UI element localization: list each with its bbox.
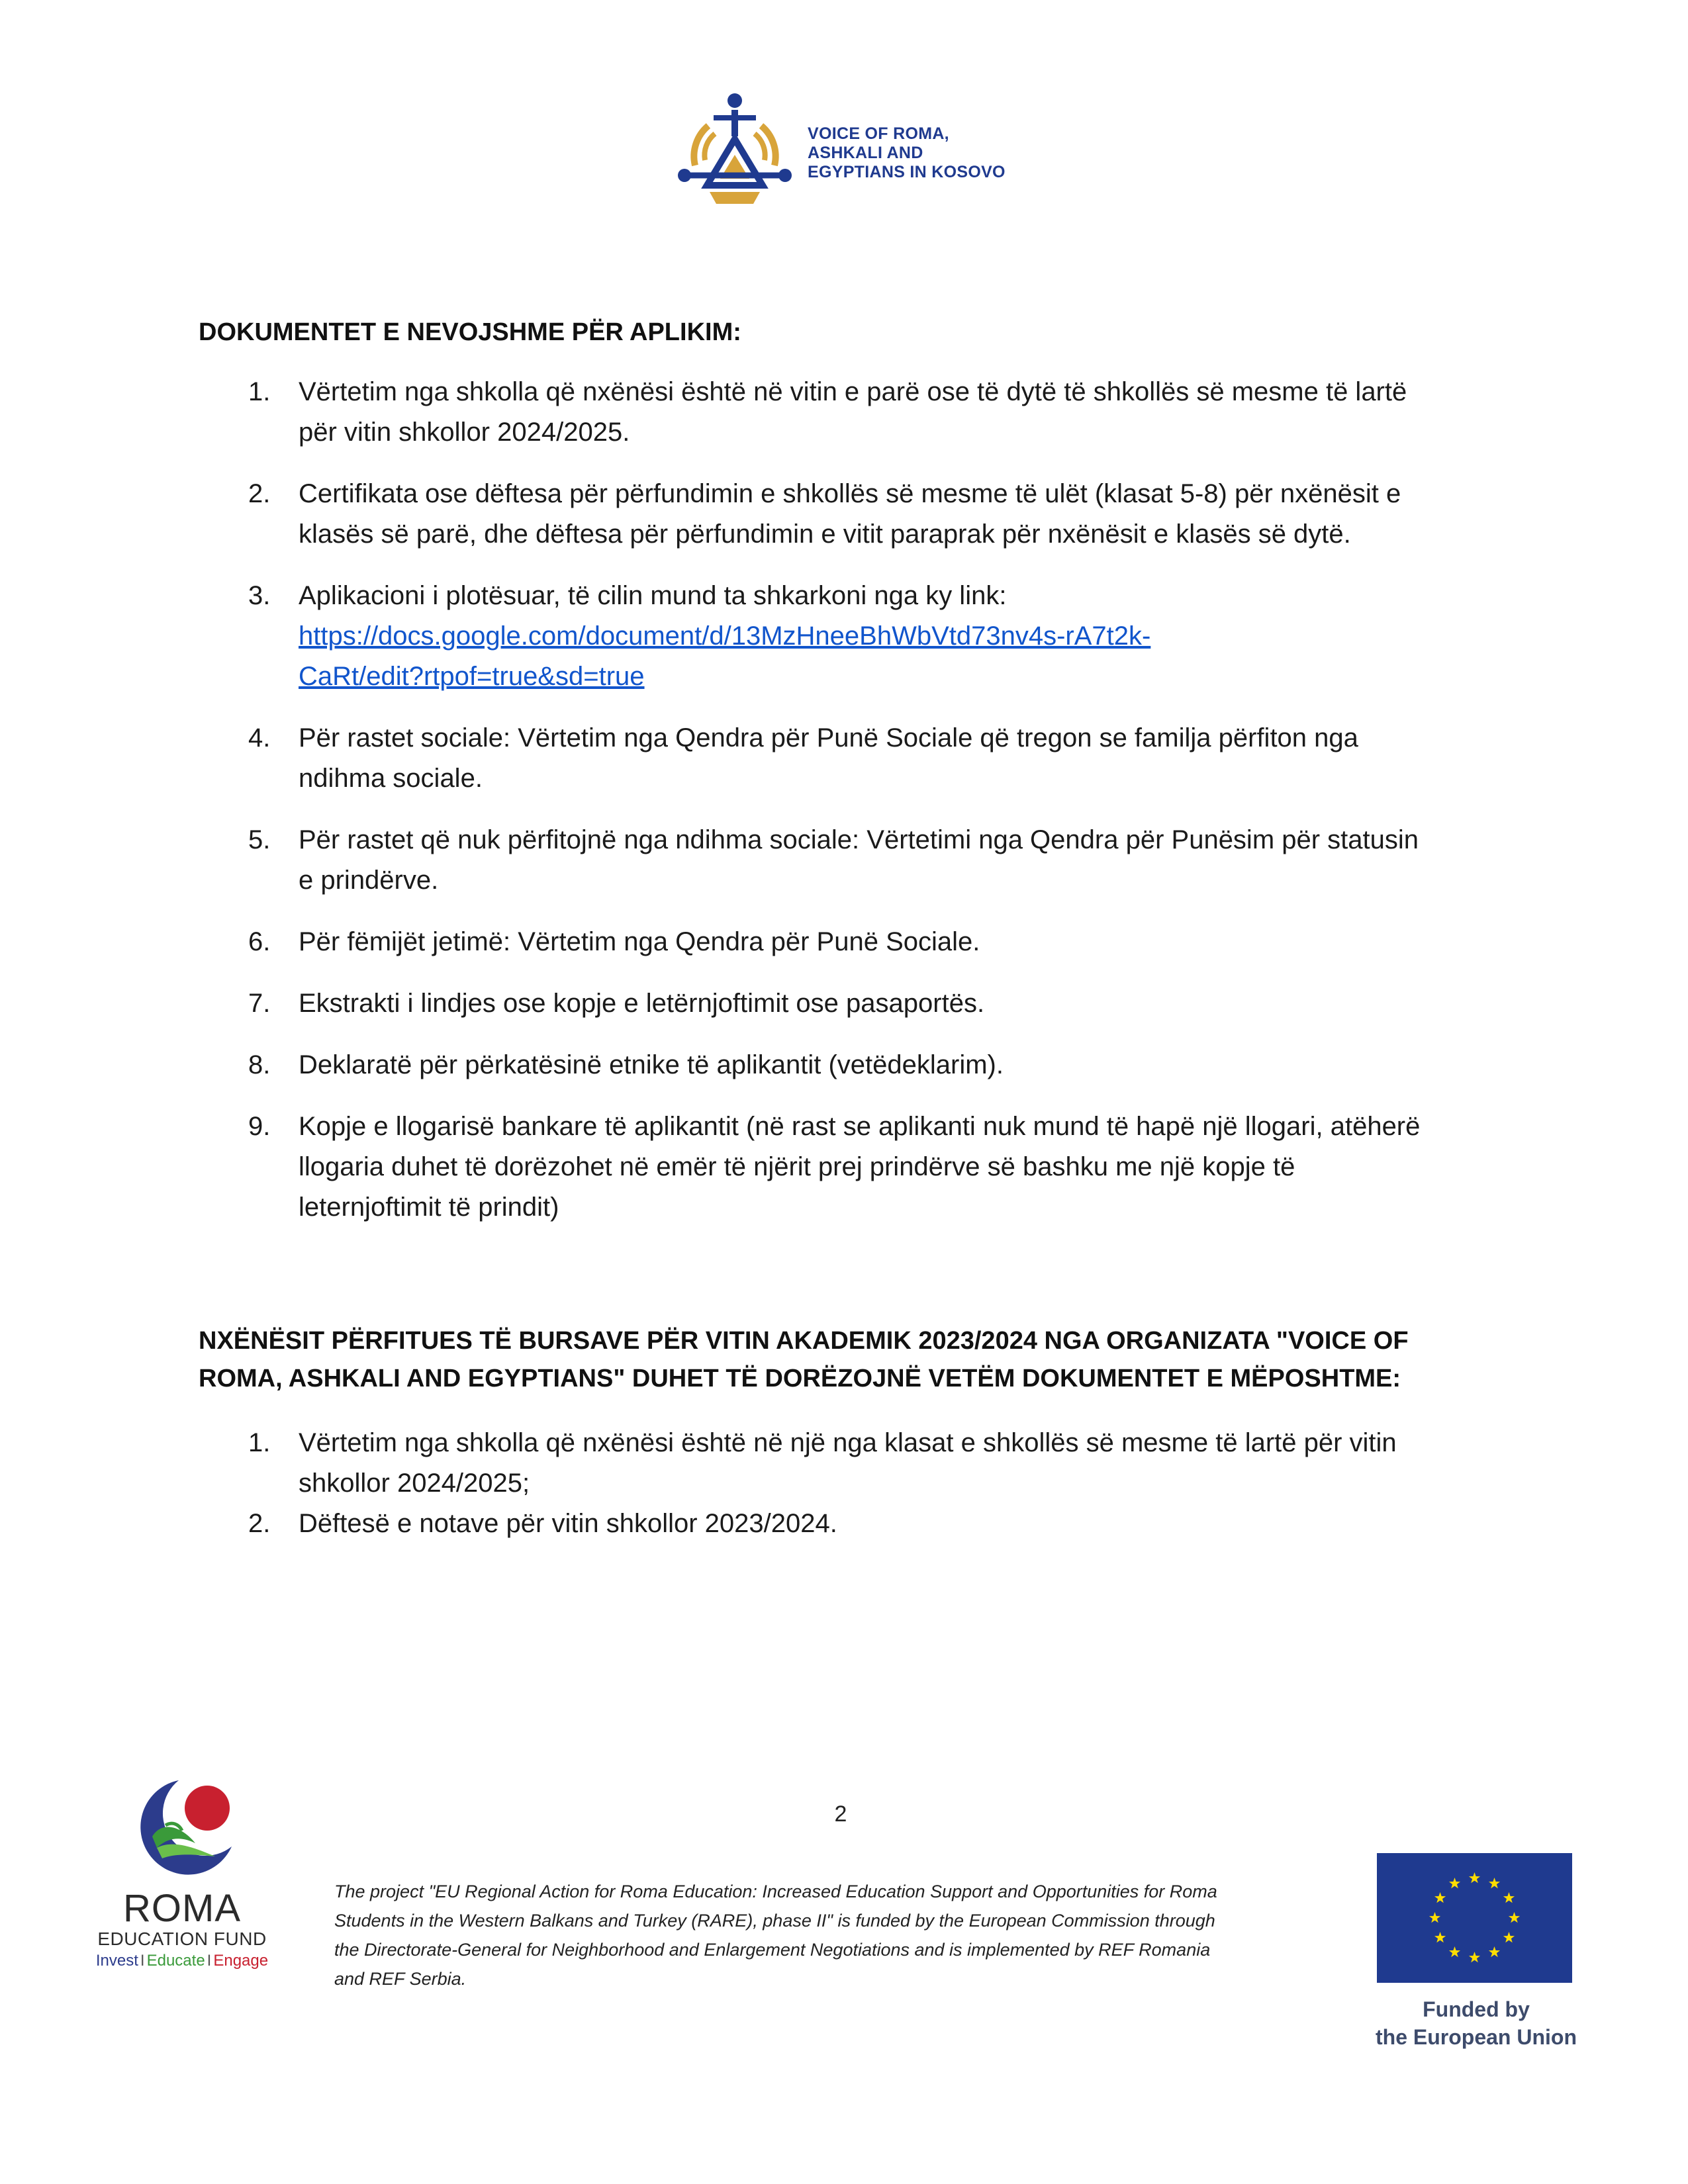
list-item-line: Kopje e llogarisë bankare të aplikantit (në rast se aplikanti nuk mund të hapë një llogari, atëherë — [299, 1112, 1421, 1141]
ref-tag-educate: Educate — [146, 1952, 205, 1970]
list-item-line: shkollor 2024/2025; — [299, 1469, 530, 1498]
footer-disclaimer — [334, 1877, 1327, 1993]
page-number: 2 — [834, 1801, 847, 1827]
eu-flag-icon — [1377, 1853, 1572, 1983]
ref-logo-name: ROMA — [123, 1887, 241, 1930]
eu-funded-line: Funded by — [1423, 1997, 1530, 2021]
section-heading-required-documents: DOKUMENTET E NEVOJSHME PËR APLIKIM: — [199, 318, 741, 346]
ref-logo-subtitle: EDUCATION FUND — [97, 1929, 267, 1949]
list-item-line: e prindërve. — [299, 866, 439, 895]
list-item — [199, 372, 1496, 453]
ref-emblem-icon — [116, 1774, 248, 1886]
ref-tag-engage: Engage — [213, 1952, 269, 1970]
disclaimer-line: The project "EU Regional Action for Roma Education: Increased Education Support and Opportunities for Roma — [334, 1882, 1217, 1901]
eu-funded-label — [1344, 1995, 1609, 2051]
application-form-link[interactable]: https://docs.google.com/document/d/13MzHneeBhWbVtd73nv4s-rA7t2k- — [299, 621, 1151, 651]
org-logo-line: VOICE OF ROMA, — [808, 124, 949, 143]
list-item-number: 1. — [248, 377, 271, 406]
disclaimer-line: Students in the Western Balkans and Turkey (RARE), phase II" is funded by the European Commission through — [334, 1911, 1215, 1931]
ref-logo-tagline — [86, 1951, 278, 1971]
list-item — [199, 1504, 1496, 1544]
org-logo-text — [808, 124, 1006, 182]
list-item-number: 1. — [248, 1428, 271, 1457]
disclaimer-line: and REF Serbia. — [334, 1969, 467, 1989]
list-item-number: 9. — [248, 1112, 271, 1141]
list-item-number: 6. — [248, 927, 271, 956]
list-item — [199, 1423, 1496, 1504]
list-item-line: Për rastet që nuk përfitojnë nga ndihma sociale: Vërtetimi nga Qendra për Punësim për statusin — [299, 825, 1419, 854]
section-heading-line: ROMA, ASHKALI AND EGYPTIANS" DUHET TË DORËZOJNË VETËM DOKUMENTET E MËPOSHTME: — [199, 1365, 1401, 1392]
list-item-line: Certifikata ose dëftesa për përfundimin e shkollës së mesme të ulët (klasat 5-8) për nxënësit e — [299, 479, 1401, 508]
list-item-number: 2. — [248, 479, 271, 508]
required-documents-list — [199, 372, 1496, 1249]
list-item — [199, 474, 1496, 555]
list-item-line: Dëftesë e notave për vitin shkollor 2023/2024. — [299, 1509, 837, 1538]
ref-tag-separator: I — [140, 1952, 145, 1970]
list-item — [199, 922, 1496, 962]
list-item-number: 8. — [248, 1050, 271, 1079]
roma-education-fund-logo — [86, 1774, 278, 1992]
list-item-line: Aplikacioni i plotësuar, të cilin mund ta shkarkoni nga ky link: — [299, 581, 1007, 610]
list-item-line: Vërtetim nga shkolla që nxënësi është në vitin e parë ose të dytë të shkollës së mesme të lartë — [299, 377, 1407, 406]
list-item-line: klasës së parë, dhe dëftesa për përfundimin e vitit paraprak për nxënësit e klasës së dytë. — [299, 520, 1351, 549]
org-logo-line: ASHKALI AND — [808, 144, 923, 162]
list-item — [199, 718, 1496, 799]
section-heading-scholarship-recipients — [199, 1322, 1409, 1398]
list-item-line: Ekstrakti i lindjes ose kopje e letërnjoftimit ose pasaportës. — [299, 989, 985, 1018]
list-item-number: 4. — [248, 723, 271, 752]
org-logo — [669, 86, 1026, 218]
application-form-link[interactable]: CaRt/edit?rtpof=true&sd=true — [299, 662, 645, 691]
list-item — [199, 820, 1496, 901]
section-heading-line: NXËNËSIT PËRFITUES TË BURSAVE PËR VITIN AKADEMIK 2023/2024 NGA ORGANIZATA "VOICE OF — [199, 1327, 1409, 1355]
list-item-line: Vërtetim nga shkolla që nxënësi është në një nga klasat e shkollës së mesme të lartë për vitin — [299, 1428, 1397, 1457]
list-item-number: 2. — [248, 1509, 271, 1538]
recipient-documents-list — [199, 1423, 1496, 1544]
list-item — [199, 1045, 1496, 1085]
list-item — [199, 576, 1496, 697]
list-item-line: Deklaratë për përkatësinë etnike të aplikantit (vetëdeklarim). — [299, 1050, 1004, 1079]
list-item-line: ndihma sociale. — [299, 764, 483, 793]
list-item-number: 3. — [248, 581, 271, 610]
list-item-number: 7. — [248, 989, 271, 1018]
ref-tag-invest: Invest — [95, 1952, 138, 1970]
list-item — [199, 1107, 1496, 1228]
ref-tag-separator: I — [207, 1952, 212, 1970]
list-item-line: leternjoftimit të prindit) — [299, 1193, 559, 1222]
list-item-line: llogaria duhet të dorëzohet në emër të njërit prej prindërve së bashku me një kopje të — [299, 1152, 1295, 1181]
voice-of-roma-emblem-icon — [669, 86, 801, 218]
list-item-line: për vitin shkollor 2024/2025. — [299, 418, 630, 447]
disclaimer-line: the Directorate-General for Neighborhood and Enlargement Negotiations and is implemented by REF Romania — [334, 1940, 1211, 1960]
list-item-number: 5. — [248, 825, 271, 854]
org-logo-line: EGYPTIANS IN KOSOVO — [808, 163, 1006, 181]
eu-funded-line: the European Union — [1376, 2025, 1577, 2049]
list-item — [199, 983, 1496, 1024]
list-item-line: Për fëmijët jetimë: Vërtetim nga Qendra për Punë Sociale. — [299, 927, 980, 956]
list-item-line: Për rastet sociale: Vërtetim nga Qendra për Punë Sociale që tregon se familja përfiton nga — [299, 723, 1358, 752]
